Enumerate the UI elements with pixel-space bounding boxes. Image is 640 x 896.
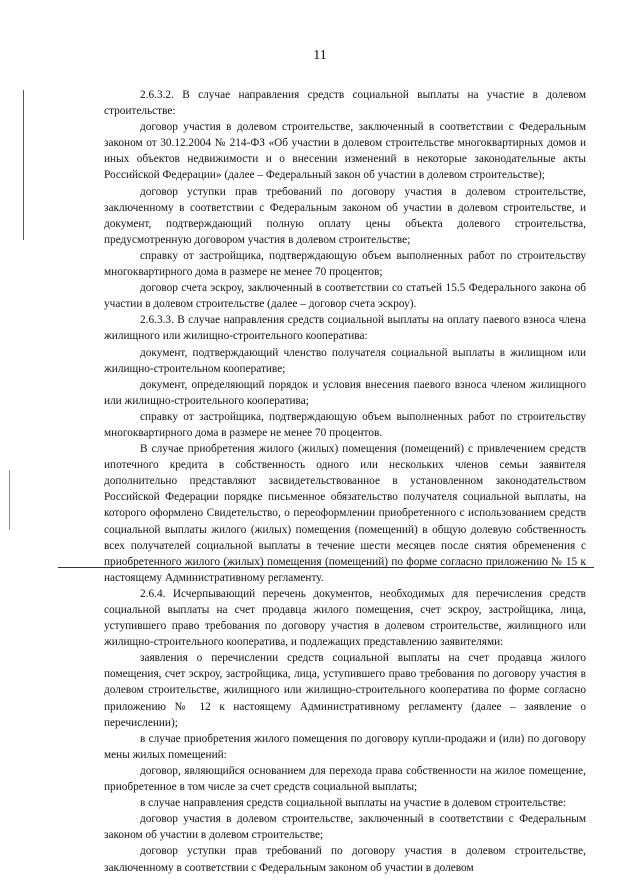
scan-artifact-line	[23, 90, 24, 240]
paragraph: справку от застройщика, подтверждающую объем выполненных работ по строительству многоквартирного дома в размере не менее 70 процентов;	[104, 249, 586, 279]
paragraph: В случае приобретения жилого (жилых) помещения (помещений) с привлечением средств ипотечного кредита в собственность одного или нескольких членов семьи заявителя дополнительно представляют засвидетельствованное в установленном законодательством Российской Федерации порядке письменное обязательство получателя социальной выплаты, на которого оформлено Свидетельство, о переоформлении приобретенного с использованием средств социальной выплаты жилого (жилых) помещения (помещений) в общую долевую собственность всех получателей социальной выплаты в течение шести месяцев после снятия обременения с приобретенного жилого (жилых) помещения (помещений) по форме согласно приложению № 15 к настоящему Административному регламенту.	[104, 443, 586, 584]
paragraph: заявления о перечислении средств социальной выплаты на счет продавца жилого помещения, счет эскроу, застройщика, лица, уступившего право требования по договору участия в долевом строительстве, жилищного или жилищно-строительного кооператива по форме согласно приложению № 12 к настоящему Административному регламенту (далее – заявление о перечислении);	[104, 652, 586, 729]
paragraph: документ, определяющий порядок и условия внесения паевого взноса членом жилищного или жилищно-строительного кооператива;	[104, 378, 586, 407]
scan-artifact-line	[9, 470, 10, 530]
paragraph-2-6-3-2-heading: 2.6.3.2. В случае направления средств социальной выплаты на участие в долевом строительстве:	[104, 89, 586, 118]
paragraph: документ, подтверждающий членство получателя социальной выплаты в жилищном или жилищно-строительном кооперативе;	[104, 346, 586, 375]
paragraph: в случае приобретения жилого помещения по договору купли-продажи и (или) по договору мены жилых помещений:	[104, 732, 586, 761]
paragraph: договор участия в долевом строительстве, заключенный в соответствии с Федеральным законом от 30.12.2004 № 214-ФЗ «Об участии в долевом строительстве многоквартирных домов и иных объектов недвижимости и о внесении изменений в некоторые законодательные акты Российской Федерации» (далее – Федеральный закон об участии в долевом строительстве);	[104, 121, 586, 182]
paragraph-2-6-4-heading: 2.6.4. Исчерпывающий перечень документов, необходимых для перечисления средств социальной выплаты на счет продавца жилого помещения, счет эскроу, застройщика, лица, уступившего право требования по договору участия в долевом строительстве, жилищного или жилищно-строительного кооператива, и подлежащих представлению заявителями:	[104, 587, 586, 649]
paragraph: справку от застройщика, подтверждающую объем выполненных работ по строительству многоквартирного дома в размере не менее 70 процентов.	[104, 410, 586, 439]
paragraph: договор уступки прав требований по договору участия в долевом строительстве, заключенному в соответствии с Федеральным законом об участии в долевом	[104, 845, 586, 874]
paragraph: в случае направления средств социальной выплаты на участие в долевом строительстве:	[140, 797, 567, 810]
paragraph: договор счета эскроу, заключенный в соответствии со статьей 15.5 Федерального закона об участии в долевом строительстве (далее – договор счета эскроу).	[104, 282, 586, 311]
paragraph-2-6-3-3-heading: 2.6.3.3. В случае направления средств социальной выплаты на оплату паевого взноса члена жилищного или жилищно-строительного кооператива:	[104, 314, 586, 343]
paragraph: договор участия в долевом строительстве, заключенный в соответствии с Федеральным законом об участии в долевом строительстве;	[104, 813, 586, 842]
document-body	[104, 87, 586, 876]
page-number: 11	[313, 48, 327, 63]
paragraph: договор, являющийся основанием для перехода права собственности на жилое помещение, приобретенное в том числе за счет средств социальной выплаты;	[104, 764, 586, 794]
paragraph: договор уступки прав требований по договору участия в долевом строительстве, заключенному в соответствии с Федеральным законом об участии в долевом строительстве, и документ, подтверждающий полную оплату цены объекта долевого строительства, предусмотренную договором участия в долевом строительстве;	[104, 185, 586, 246]
